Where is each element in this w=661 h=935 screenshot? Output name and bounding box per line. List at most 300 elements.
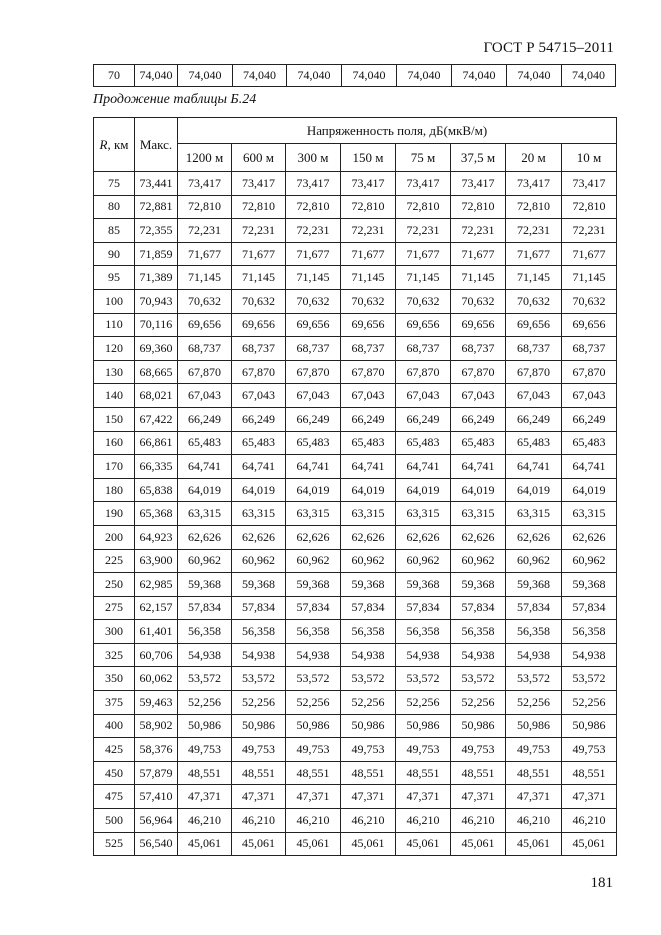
- value-cell: 63,315: [232, 502, 286, 526]
- max-cell: 70,943: [135, 289, 178, 313]
- value-cell: 45,061: [286, 832, 341, 856]
- value-cell: 53,572: [341, 667, 396, 691]
- value-cell: 64,741: [178, 455, 232, 479]
- col-header-max: Макс.: [135, 118, 178, 172]
- distance-cell: 100: [94, 289, 135, 313]
- value-cell: 60,962: [232, 549, 286, 573]
- value-cell: 65,483: [506, 431, 562, 455]
- field-strength-table: [93, 117, 617, 856]
- value-cell: 64,741: [341, 455, 396, 479]
- value-cell: 66,249: [396, 407, 451, 431]
- value-cell: 73,417: [562, 172, 617, 196]
- distance-cell: 450: [94, 761, 135, 785]
- value-cell: 57,834: [232, 596, 286, 620]
- value-cell: 72,810: [178, 195, 232, 219]
- value-cell: 46,210: [286, 809, 341, 833]
- max-cell: 59,463: [135, 691, 178, 715]
- max-cell: 60,706: [135, 643, 178, 667]
- value-cell: 70,632: [506, 289, 562, 313]
- max-cell: 66,861: [135, 431, 178, 455]
- value-cell: 57,834: [506, 596, 562, 620]
- value-cell: 65,483: [232, 431, 286, 455]
- value-cell: 72,231: [451, 219, 506, 243]
- col-group-field-strength: Напряженность поля, дБ(мкВ/м): [178, 118, 617, 144]
- value-cell: 56,358: [341, 620, 396, 644]
- table-row: [94, 596, 617, 620]
- distance-cell: 180: [94, 478, 135, 502]
- col-header-height: 37,5 м: [451, 144, 506, 172]
- col-header-height: 300 м: [286, 144, 341, 172]
- table-row: [94, 549, 617, 573]
- value-cell: 54,938: [286, 643, 341, 667]
- value-cell: 71,145: [562, 266, 617, 290]
- value-cell: 72,231: [232, 219, 286, 243]
- value-cell: 68,737: [506, 337, 562, 361]
- table-row: [94, 785, 617, 809]
- value-cell: 47,371: [506, 785, 562, 809]
- value-cell: 70,632: [178, 289, 232, 313]
- max-cell: 61,401: [135, 620, 178, 644]
- value-cell: 52,256: [178, 691, 232, 715]
- value-cell: 67,870: [451, 360, 506, 384]
- value-cell: 59,368: [451, 573, 506, 597]
- value-cell: 69,656: [341, 313, 396, 337]
- value-cell: 67,043: [562, 384, 617, 408]
- value-cell: 57,834: [286, 596, 341, 620]
- value-cell: 73,417: [506, 172, 562, 196]
- table-row: [94, 761, 617, 785]
- max-cell: 56,540: [135, 832, 178, 856]
- value-cell: 63,315: [341, 502, 396, 526]
- table-cell: 74,040: [135, 65, 178, 87]
- table-row: [94, 502, 617, 526]
- max-cell: 57,410: [135, 785, 178, 809]
- value-cell: 72,810: [232, 195, 286, 219]
- value-cell: 71,145: [451, 266, 506, 290]
- value-cell: 71,677: [286, 242, 341, 266]
- value-cell: 66,249: [232, 407, 286, 431]
- value-cell: 50,986: [232, 714, 286, 738]
- value-cell: 64,019: [286, 478, 341, 502]
- value-cell: 57,834: [178, 596, 232, 620]
- value-cell: 67,043: [232, 384, 286, 408]
- distance-cell: 375: [94, 691, 135, 715]
- table-cell: 74,040: [452, 65, 507, 87]
- value-cell: 63,315: [178, 502, 232, 526]
- table-row: [94, 337, 617, 361]
- value-cell: 48,551: [178, 761, 232, 785]
- value-cell: 69,656: [396, 313, 451, 337]
- value-cell: 64,019: [506, 478, 562, 502]
- value-cell: 47,371: [178, 785, 232, 809]
- max-cell: 57,879: [135, 761, 178, 785]
- value-cell: 59,368: [341, 573, 396, 597]
- max-cell: 72,881: [135, 195, 178, 219]
- value-cell: 60,962: [286, 549, 341, 573]
- distance-cell: 140: [94, 384, 135, 408]
- value-cell: 53,572: [451, 667, 506, 691]
- value-cell: 62,626: [341, 525, 396, 549]
- table-row: [94, 266, 617, 290]
- table-continuation-caption: Продожение таблицы Б.24: [93, 92, 257, 107]
- distance-cell: 425: [94, 738, 135, 762]
- table-row: [94, 738, 617, 762]
- value-cell: 52,256: [232, 691, 286, 715]
- table-row: [94, 242, 617, 266]
- value-cell: 59,368: [178, 573, 232, 597]
- value-cell: 48,551: [341, 761, 396, 785]
- value-cell: 71,677: [562, 242, 617, 266]
- value-cell: 45,061: [396, 832, 451, 856]
- value-cell: 62,626: [286, 525, 341, 549]
- value-cell: 45,061: [562, 832, 617, 856]
- distance-cell: 130: [94, 360, 135, 384]
- distance-cell: 225: [94, 549, 135, 573]
- value-cell: 52,256: [506, 691, 562, 715]
- value-cell: 56,358: [506, 620, 562, 644]
- value-cell: 49,753: [178, 738, 232, 762]
- value-cell: 54,938: [178, 643, 232, 667]
- value-cell: 72,231: [562, 219, 617, 243]
- value-cell: 68,737: [341, 337, 396, 361]
- col-header-height: 150 м: [341, 144, 396, 172]
- table-row: [94, 832, 617, 856]
- table-row: [94, 525, 617, 549]
- value-cell: 45,061: [451, 832, 506, 856]
- previous-table-last-row: [93, 64, 616, 87]
- table-row: [94, 172, 617, 196]
- max-cell: 65,838: [135, 478, 178, 502]
- value-cell: 46,210: [232, 809, 286, 833]
- value-cell: 63,315: [562, 502, 617, 526]
- value-cell: 47,371: [562, 785, 617, 809]
- max-cell: 69,360: [135, 337, 178, 361]
- value-cell: 69,656: [562, 313, 617, 337]
- distance-cell: 200: [94, 525, 135, 549]
- value-cell: 53,572: [506, 667, 562, 691]
- value-cell: 68,737: [396, 337, 451, 361]
- distance-cell: 150: [94, 407, 135, 431]
- max-cell: 62,985: [135, 573, 178, 597]
- value-cell: 60,962: [178, 549, 232, 573]
- table-row: [94, 455, 617, 479]
- value-cell: 48,551: [562, 761, 617, 785]
- max-cell: 71,389: [135, 266, 178, 290]
- value-cell: 68,737: [562, 337, 617, 361]
- table-row: [94, 691, 617, 715]
- value-cell: 66,249: [286, 407, 341, 431]
- value-cell: 67,043: [451, 384, 506, 408]
- value-cell: 63,315: [286, 502, 341, 526]
- table-cell: 74,040: [287, 65, 342, 87]
- value-cell: 57,834: [451, 596, 506, 620]
- value-cell: 47,371: [341, 785, 396, 809]
- value-cell: 62,626: [178, 525, 232, 549]
- value-cell: 66,249: [562, 407, 617, 431]
- value-cell: 62,626: [562, 525, 617, 549]
- value-cell: 70,632: [232, 289, 286, 313]
- value-cell: 67,870: [232, 360, 286, 384]
- table-row: [94, 219, 617, 243]
- value-cell: 45,061: [341, 832, 396, 856]
- distance-cell: 525: [94, 832, 135, 856]
- value-cell: 49,753: [341, 738, 396, 762]
- value-cell: 64,741: [506, 455, 562, 479]
- value-cell: 54,938: [341, 643, 396, 667]
- page-number: 181: [590, 875, 613, 891]
- value-cell: 62,626: [232, 525, 286, 549]
- value-cell: 64,019: [451, 478, 506, 502]
- table-cell: 74,040: [507, 65, 562, 87]
- value-cell: 45,061: [232, 832, 286, 856]
- value-cell: 62,626: [396, 525, 451, 549]
- distance-cell: 160: [94, 431, 135, 455]
- value-cell: 71,677: [178, 242, 232, 266]
- value-cell: 64,019: [396, 478, 451, 502]
- value-cell: 70,632: [396, 289, 451, 313]
- value-cell: 52,256: [451, 691, 506, 715]
- value-cell: 46,210: [341, 809, 396, 833]
- value-cell: 69,656: [178, 313, 232, 337]
- value-cell: 66,249: [341, 407, 396, 431]
- value-cell: 73,417: [178, 172, 232, 196]
- value-cell: 56,358: [286, 620, 341, 644]
- value-cell: 73,417: [232, 172, 286, 196]
- max-cell: 64,923: [135, 525, 178, 549]
- value-cell: 67,043: [506, 384, 562, 408]
- value-cell: 47,371: [396, 785, 451, 809]
- max-cell: 60,062: [135, 667, 178, 691]
- value-cell: 50,986: [506, 714, 562, 738]
- value-cell: 71,677: [451, 242, 506, 266]
- value-cell: 72,231: [286, 219, 341, 243]
- value-cell: 72,810: [562, 195, 617, 219]
- value-cell: 72,810: [286, 195, 341, 219]
- value-cell: 67,870: [562, 360, 617, 384]
- value-cell: 46,210: [562, 809, 617, 833]
- value-cell: 56,358: [562, 620, 617, 644]
- value-cell: 69,656: [232, 313, 286, 337]
- value-cell: 47,371: [451, 785, 506, 809]
- value-cell: 59,368: [396, 573, 451, 597]
- value-cell: 60,962: [341, 549, 396, 573]
- value-cell: 49,753: [396, 738, 451, 762]
- distance-cell: 110: [94, 313, 135, 337]
- col-header-distance: R, км: [94, 118, 135, 172]
- value-cell: 67,870: [396, 360, 451, 384]
- table-row: [94, 714, 617, 738]
- value-cell: 66,249: [178, 407, 232, 431]
- value-cell: 49,753: [232, 738, 286, 762]
- distance-cell: 275: [94, 596, 135, 620]
- value-cell: 54,938: [396, 643, 451, 667]
- value-cell: 63,315: [506, 502, 562, 526]
- value-cell: 67,870: [341, 360, 396, 384]
- value-cell: 66,249: [506, 407, 562, 431]
- value-cell: 71,677: [396, 242, 451, 266]
- value-cell: 49,753: [451, 738, 506, 762]
- value-cell: 73,417: [451, 172, 506, 196]
- col-header-height: 600 м: [232, 144, 286, 172]
- value-cell: 72,810: [451, 195, 506, 219]
- value-cell: 53,572: [178, 667, 232, 691]
- table-row: [94, 643, 617, 667]
- value-cell: 56,358: [232, 620, 286, 644]
- value-cell: 56,358: [178, 620, 232, 644]
- value-cell: 50,986: [396, 714, 451, 738]
- value-cell: 45,061: [506, 832, 562, 856]
- value-cell: 64,741: [286, 455, 341, 479]
- max-cell: 58,376: [135, 738, 178, 762]
- value-cell: 64,019: [232, 478, 286, 502]
- value-cell: 63,315: [396, 502, 451, 526]
- distance-cell: 325: [94, 643, 135, 667]
- col-header-height: 1200 м: [178, 144, 232, 172]
- value-cell: 50,986: [178, 714, 232, 738]
- value-cell: 73,417: [286, 172, 341, 196]
- value-cell: 71,677: [232, 242, 286, 266]
- value-cell: 72,231: [341, 219, 396, 243]
- table-row: [94, 407, 617, 431]
- table-cell: 74,040: [233, 65, 287, 87]
- max-cell: 58,902: [135, 714, 178, 738]
- value-cell: 48,551: [506, 761, 562, 785]
- value-cell: 59,368: [286, 573, 341, 597]
- value-cell: 54,938: [506, 643, 562, 667]
- value-cell: 46,210: [396, 809, 451, 833]
- value-cell: 70,632: [562, 289, 617, 313]
- distance-cell: 120: [94, 337, 135, 361]
- table-row: [94, 620, 617, 644]
- value-cell: 72,810: [396, 195, 451, 219]
- value-cell: 64,741: [562, 455, 617, 479]
- value-cell: 71,677: [506, 242, 562, 266]
- value-cell: 71,145: [506, 266, 562, 290]
- value-cell: 48,551: [232, 761, 286, 785]
- value-cell: 67,043: [286, 384, 341, 408]
- value-cell: 52,256: [286, 691, 341, 715]
- table-row: [94, 809, 617, 833]
- value-cell: 57,834: [396, 596, 451, 620]
- value-cell: 70,632: [451, 289, 506, 313]
- value-cell: 67,043: [178, 384, 232, 408]
- value-cell: 64,741: [396, 455, 451, 479]
- value-cell: 65,483: [396, 431, 451, 455]
- value-cell: 70,632: [286, 289, 341, 313]
- value-cell: 52,256: [341, 691, 396, 715]
- value-cell: 64,019: [178, 478, 232, 502]
- value-cell: 60,962: [396, 549, 451, 573]
- max-cell: 70,116: [135, 313, 178, 337]
- distance-cell: 500: [94, 809, 135, 833]
- value-cell: 70,632: [341, 289, 396, 313]
- value-cell: 60,962: [451, 549, 506, 573]
- col-header-height: 75 м: [396, 144, 451, 172]
- distance-cell: 190: [94, 502, 135, 526]
- value-cell: 57,834: [562, 596, 617, 620]
- value-cell: 71,145: [341, 266, 396, 290]
- max-cell: 62,157: [135, 596, 178, 620]
- table-row: [94, 431, 617, 455]
- standard-header: ГОСТ Р 54715–2011: [483, 40, 614, 56]
- value-cell: 64,741: [451, 455, 506, 479]
- max-cell: 56,964: [135, 809, 178, 833]
- distance-cell: 80: [94, 195, 135, 219]
- value-cell: 53,572: [232, 667, 286, 691]
- value-cell: 49,753: [562, 738, 617, 762]
- distance-cell: 250: [94, 573, 135, 597]
- distance-cell: 300: [94, 620, 135, 644]
- col-header-height: 10 м: [562, 144, 617, 172]
- max-cell: 63,900: [135, 549, 178, 573]
- max-cell: 67,422: [135, 407, 178, 431]
- distance-cell: 170: [94, 455, 135, 479]
- value-cell: 69,656: [286, 313, 341, 337]
- distance-cell: 400: [94, 714, 135, 738]
- distance-unit: , км: [107, 136, 129, 152]
- table-row: [94, 573, 617, 597]
- value-cell: 59,368: [506, 573, 562, 597]
- value-cell: 72,231: [396, 219, 451, 243]
- value-cell: 71,145: [232, 266, 286, 290]
- value-cell: 54,938: [232, 643, 286, 667]
- max-cell: 72,355: [135, 219, 178, 243]
- table-row: [94, 667, 617, 691]
- table-row: [94, 65, 616, 87]
- value-cell: 52,256: [396, 691, 451, 715]
- value-cell: 69,656: [451, 313, 506, 337]
- value-cell: 57,834: [341, 596, 396, 620]
- col-header-height: 20 м: [506, 144, 562, 172]
- value-cell: 47,371: [232, 785, 286, 809]
- value-cell: 62,626: [451, 525, 506, 549]
- value-cell: 48,551: [286, 761, 341, 785]
- table-row: [94, 289, 617, 313]
- value-cell: 64,741: [232, 455, 286, 479]
- value-cell: 56,358: [451, 620, 506, 644]
- value-cell: 72,810: [506, 195, 562, 219]
- max-cell: 68,665: [135, 360, 178, 384]
- max-cell: 68,021: [135, 384, 178, 408]
- value-cell: 50,986: [286, 714, 341, 738]
- value-cell: 65,483: [562, 431, 617, 455]
- value-cell: 67,043: [396, 384, 451, 408]
- value-cell: 71,677: [341, 242, 396, 266]
- value-cell: 45,061: [178, 832, 232, 856]
- value-cell: 60,962: [562, 549, 617, 573]
- value-cell: 59,368: [562, 573, 617, 597]
- distance-cell: 75: [94, 172, 135, 196]
- value-cell: 54,938: [451, 643, 506, 667]
- value-cell: 65,483: [341, 431, 396, 455]
- table-cell: 74,040: [562, 65, 616, 87]
- value-cell: 68,737: [178, 337, 232, 361]
- value-cell: 72,810: [341, 195, 396, 219]
- value-cell: 65,483: [451, 431, 506, 455]
- table-row: [94, 360, 617, 384]
- distance-cell: 475: [94, 785, 135, 809]
- value-cell: 53,572: [286, 667, 341, 691]
- distance-cell: 90: [94, 242, 135, 266]
- value-cell: 73,417: [341, 172, 396, 196]
- value-cell: 46,210: [451, 809, 506, 833]
- value-cell: 48,551: [451, 761, 506, 785]
- value-cell: 66,249: [451, 407, 506, 431]
- table-row: [94, 478, 617, 502]
- value-cell: 62,626: [506, 525, 562, 549]
- value-cell: 65,483: [178, 431, 232, 455]
- value-cell: 71,145: [286, 266, 341, 290]
